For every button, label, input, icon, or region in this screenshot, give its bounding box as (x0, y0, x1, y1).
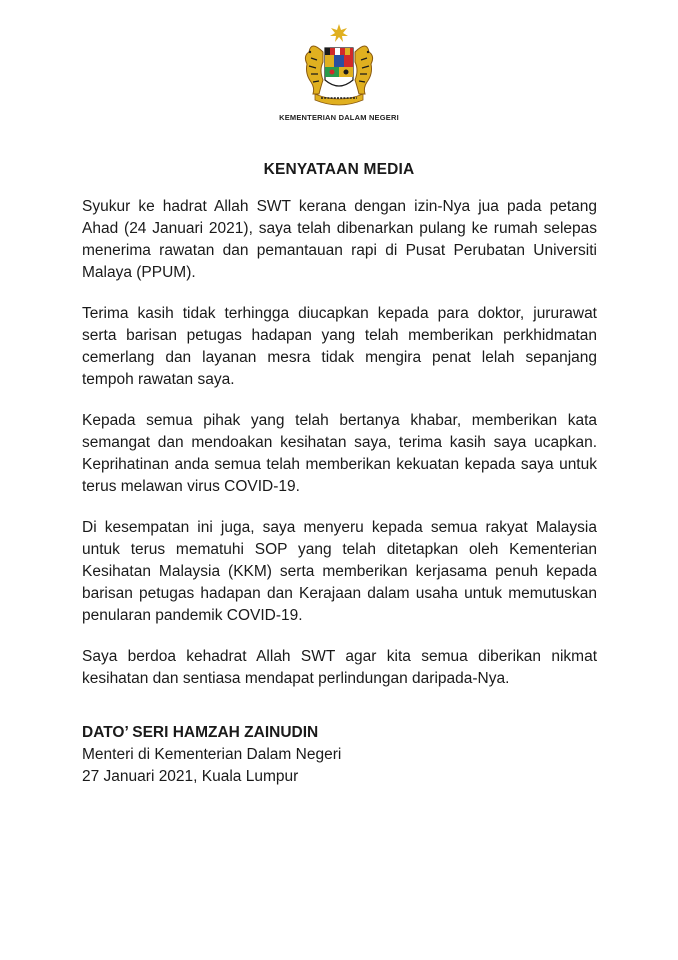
paragraph: Di kesempatan ini juga, saya menyeru kepada semua rakyat Malaysia untuk terus mematuhi SOP yang telah ditetapkan oleh Kementerian Kesihatan Malaysia (KKM) serta memberikan kerjasama penuh kepada barisan petugas hadapan dan Kerajaan dalam usaha untuk memutuskan penularan pandemik COVID-19. (82, 519, 597, 624)
document-title: KENYATAAN MEDIA (263, 161, 415, 178)
statement-body (82, 196, 597, 709)
paragraph: Saya berdoa kehadrat Allah SWT agar kita semua diberikan nikmat kesihatan dan sentiasa mendapat perlindungan daripada-Nya. (82, 648, 597, 687)
ministry-name: KEMENTERIAN DALAM NEGERI (279, 113, 399, 122)
paragraph: Kepada semua pihak yang telah bertanya khabar, memberikan kata semangat dan mendoakan kesihatan saya, terima kasih saya ucapkan. Keprihatinan anda semua telah memberikan kekuatan kepada saya untuk terus melawan virus COVID-19. (82, 412, 597, 495)
paragraph: Syukur ke hadrat Allah SWT kerana dengan izin-Nya jua pada petang Ahad (24 Januari 2021), saya telah dibenarkan pulang ke rumah selepas menerima rawatan dan pemantauan rapi di Pusat Perubatan Universiti Malaya (PPUM). (82, 198, 597, 281)
paragraph: Terima kasih tidak terhingga diucapkan kepada para doktor, jururawat serta barisan petugas hadapan yang telah memberikan perkhidmatan cemerlang dan layanan mesra tidak mengira penat lelah sepanjang tempoh rawatan saya. (82, 305, 597, 388)
signatory-name: DATO’ SERI HAMZAH ZAINUDIN (82, 724, 319, 741)
signatory-position: Menteri di Kementerian Dalam Negeri (82, 746, 342, 763)
jata-negara-coat-of-arms-icon (289, 22, 389, 112)
signature-block (82, 722, 341, 788)
statement-date-place: 27 Januari 2021, Kuala Lumpur (82, 768, 299, 785)
